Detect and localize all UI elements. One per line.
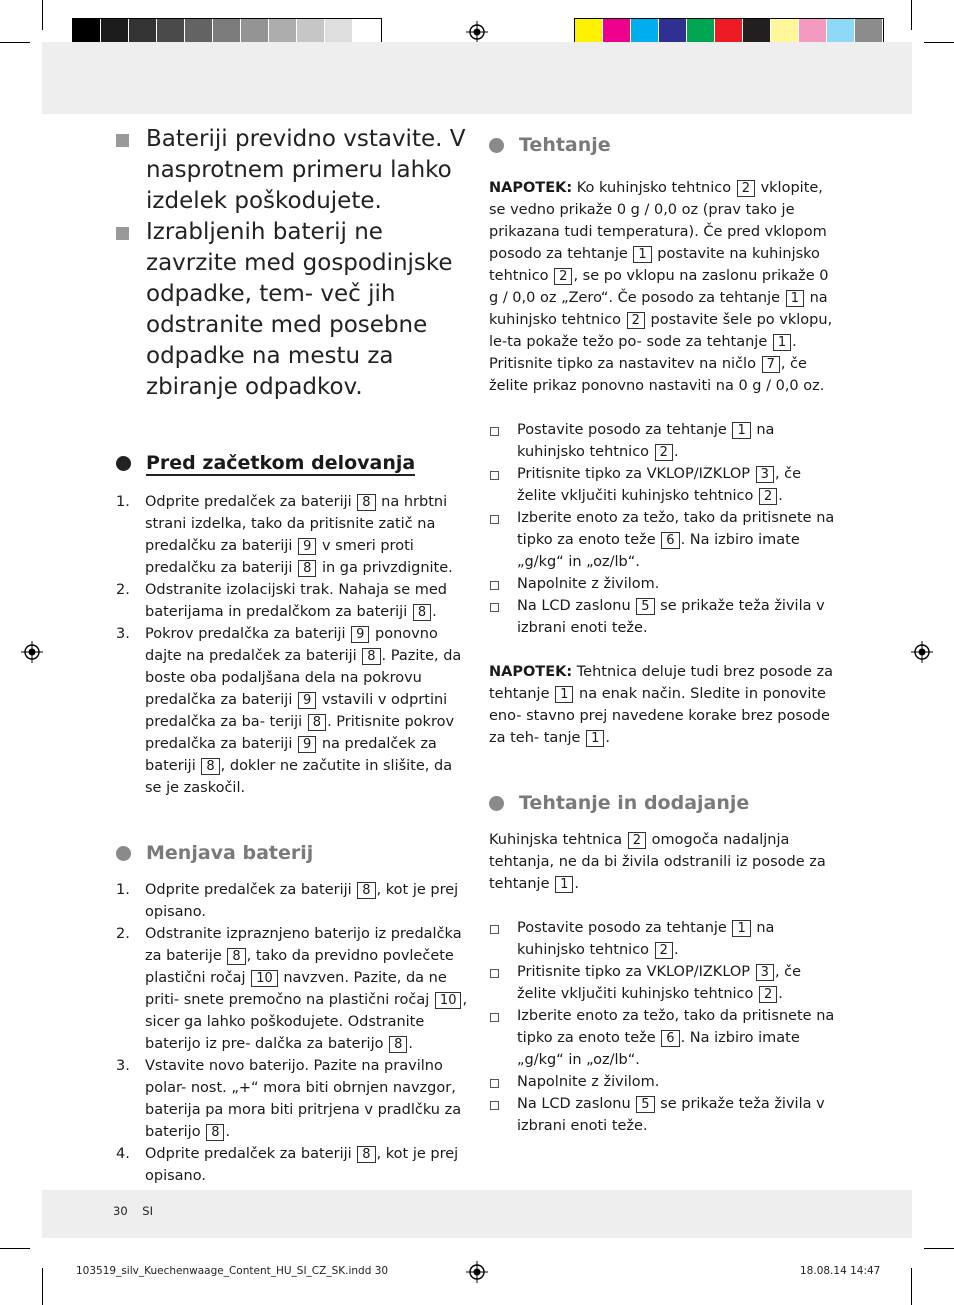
list-item: Pritisnite tipko za VKLOP/IZKLOP 3 , če želite vključiti kuhinjsko tehtnico 2 . (489, 961, 841, 1005)
weighing-steps (489, 419, 841, 639)
reference-number-box: 3 (756, 466, 774, 483)
crop-mark (911, 0, 912, 30)
reference-number-box: 8 (206, 1124, 224, 1141)
section-heading: Menjava baterij (116, 841, 468, 865)
registration-mark-icon (466, 1261, 488, 1283)
list-item: Postavite posodo za tehtanje 1 na kuhinjsko tehtnico 2 . (489, 419, 841, 463)
list-item: 4. Odprite predalček za bateriji 8 , kot je prej opisano. (116, 1146, 459, 1184)
list-item: 2. Odstranite izpraznjeno baterijo iz predalčka za baterije 8 , tako da previdno povlečete plastični ročaj 10 navzven. Pazite, da ne priti- snete premočno na plastični ročaj 10 , sicer ga lahko poškodujete. Odstranite baterijo iz pre- dalčka za baterijo 8 . (116, 926, 468, 1052)
list-item: 1. Odprite predalček za bateriji 8 , kot je prej opisano. (116, 882, 459, 920)
reference-number-box: 5 (636, 598, 654, 615)
crop-mark (911, 1268, 912, 1305)
reference-number-box: 9 (298, 736, 316, 753)
bullet-text: Bateriji previdno vstavite. V nasprotnem primeru lahko izdelek poškodujete. (146, 126, 466, 214)
registration-mark-icon (466, 21, 488, 43)
intro-paragraph: Kuhinjska tehtnica 2 omogoča nadaljnja tehtanja, ne da bi živila odstranili iz posode za tehtanje 1 . (489, 832, 826, 892)
reference-number-box: 1 (732, 920, 750, 937)
right-column (489, 133, 841, 1137)
left-column (116, 124, 468, 1187)
bullet-item (116, 217, 468, 403)
file-slug: 103519_silv_Kuechenwaage_Content_HU_SI_CZ_SK.indd 30 (76, 1265, 389, 1277)
crop-mark (0, 42, 30, 43)
reference-number-box: 2 (759, 488, 777, 505)
crop-mark (42, 0, 43, 30)
print-date: 18.08.14 14:47 (800, 1265, 881, 1277)
list-item: Pritisnite tipko za VKLOP/IZKLOP 3 , če želite vključiti kuhinjsko tehtnico 2 . (489, 463, 841, 507)
reference-number-box: 9 (298, 692, 316, 709)
crop-mark (42, 1268, 43, 1305)
reference-number-box: 6 (661, 1030, 679, 1047)
note-paragraph: NAPOTEK: Tehtnica deluje tudi brez posode za tehtanje 1 na enak način. Sledite in ponovite eno- stavno prej navedene korake brez posode za teh- tanje 1 . (489, 664, 833, 746)
list-item: Izberite enoto za težo, tako da pritisnete na tipko za enoto teže 6 . Na izbiro imate „g/kg“ in „oz/lb“. (489, 507, 841, 573)
reference-number-box: 7 (762, 356, 780, 373)
registration-mark-icon (21, 641, 43, 663)
reference-number-box: 1 (633, 246, 651, 263)
reference-number-box: 9 (351, 626, 369, 643)
reference-number-box: 5 (636, 1096, 654, 1113)
adding-steps (489, 917, 841, 1137)
reference-number-box: 8 (308, 714, 326, 731)
list-item: Napolnite z živilom. (489, 573, 841, 595)
section-heading: Pred začetkom delovanja (116, 451, 468, 475)
battery-steps (116, 879, 468, 1187)
reference-number-box: 2 (627, 312, 645, 329)
reference-number-box: 8 (357, 494, 375, 511)
reference-number-box: 2 (655, 444, 673, 461)
bullet-item (116, 124, 468, 217)
reference-number-box: 2 (554, 268, 572, 285)
list-item: Postavite posodo za tehtanje 1 na kuhinjsko tehtnico 2 . (489, 917, 841, 961)
section-heading: Tehtanje (489, 133, 841, 157)
reference-number-box: 1 (732, 422, 750, 439)
footer-band (42, 1190, 912, 1238)
reference-number-box: 8 (362, 648, 380, 665)
reference-number-box: 8 (227, 948, 245, 965)
reference-number-box: 10 (251, 970, 278, 987)
reference-number-box: 1 (786, 290, 804, 307)
reference-number-box: 9 (298, 538, 316, 555)
list-item: 1. Odprite predalček za bateriji 8 na hrbtni strani izdelka, tako da pritisnite zatič na predalčku za bateriji 9 v smeri proti predalčku za bateriji 8 in ga privzdignite. (116, 494, 453, 576)
reference-number-box: 2 (655, 942, 673, 959)
crop-mark (0, 1248, 30, 1249)
reference-number-box: 1 (555, 876, 573, 893)
reference-number-box: 8 (298, 560, 316, 577)
reference-number-box: 1 (555, 686, 573, 703)
reference-number-box: 2 (759, 986, 777, 1003)
reference-number-box: 10 (435, 992, 462, 1009)
list-item: Izberite enoto za težo, tako da pritisnete na tipko za enoto teže 6 . Na izbiro imate „g/kg“ in „oz/lb“. (489, 1005, 841, 1071)
startup-steps (116, 491, 468, 799)
list-item: Na LCD zaslonu 5 se prikaže teža živila v izbrani enoti teže. (489, 1093, 841, 1137)
reference-number-box: 8 (201, 758, 219, 775)
safety-bullets (116, 124, 468, 403)
reference-number-box: 2 (628, 832, 646, 849)
list-item: 3. Vstavite novo baterijo. Pazite na pravilno polar- nost. „+“ mora biti obrnjen navzgor, baterija pa mora biti pritrjena v pradlčku za baterijo 8 . (116, 1058, 462, 1140)
reference-number-box: 1 (586, 730, 604, 747)
page-number: 30 SI (113, 1204, 153, 1218)
crop-mark (924, 42, 954, 43)
reference-number-box: 1 (773, 334, 791, 351)
note-paragraph: NAPOTEK: Ko kuhinjsko tehtnico 2 vklopite, se vedno prikaže 0 g / 0,0 oz (prav tako je prikazana tudi temperatura). Če pred vklopom posodo za tehtanje 1 postavite na kuhinjsko tehtnico 2 , se po vklopu na zaslonu prikaže 0 g / 0,0 oz „Zero“. Če posodo za tehtanje 1 na kuhinjsko tehtnico 2 postavite šele po vklopu, le-ta pokaže težo po- sode za tehtanje 1 . Pritisnite tipko za nastavitev na ničlo 7 , če želite prikaz ponovno nastaviti na 0 g / 0,0 oz. (489, 180, 833, 394)
crop-mark (924, 1248, 954, 1249)
reference-number-box: 8 (389, 1036, 407, 1053)
reference-number-box: 2 (737, 180, 755, 197)
list-item: 3. Pokrov predalčka za bateriji 9 ponovno dajte na predalček za bateriji 8 . Pazite, da boste oba podaljšana dela na pokrovu predalčka za bateriji 9 vstavili v odprtini predalčka za ba- teriji 8 . Pritisnite pokrov predalčka za bateriji 9 na predalček za bateriji 8 , dokler ne začutite in slišite, da se je zaskočil. (116, 626, 462, 796)
section-heading: Tehtanje in dodajanje (489, 791, 841, 815)
reference-number-box: 8 (357, 1146, 375, 1163)
list-item: Napolnite z živilom. (489, 1071, 841, 1093)
list-item: 2. Odstranite izolacijski trak. Nahaja se med baterijama in predalčkom za bateriji 8 . (116, 582, 447, 620)
bullet-text: Izrabljenih baterij ne zavrzite med gospodinjske odpadke, tem- več jih odstranite med posebne odpadke na mestu za zbiranje odpadkov. (146, 219, 453, 400)
list-item: Na LCD zaslonu 5 se prikaže teža živila v izbrani enoti teže. (489, 595, 841, 639)
reference-number-box: 8 (357, 882, 375, 899)
reference-number-box: 6 (661, 532, 679, 549)
registration-mark-icon (911, 641, 933, 663)
header-band (42, 42, 912, 114)
reference-number-box: 3 (756, 964, 774, 981)
reference-number-box: 8 (413, 604, 431, 621)
